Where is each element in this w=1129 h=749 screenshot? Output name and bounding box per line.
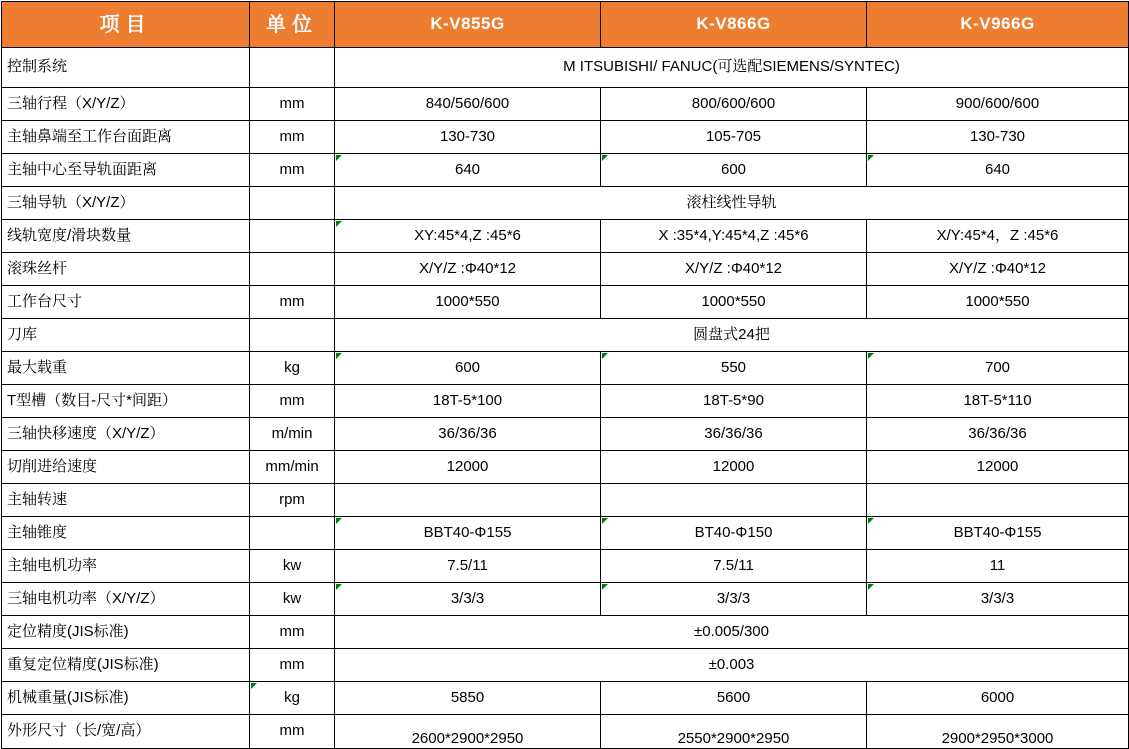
value-cell	[601, 154, 867, 187]
cell-text: BBT40-Φ155	[423, 523, 512, 541]
cell-text: BT40-Φ150	[694, 523, 773, 541]
header-model-kv866g: K-V866G	[601, 2, 867, 48]
error-flag-triangle	[336, 518, 342, 524]
value-cell: 7.5/11	[335, 550, 601, 583]
table-row-guideway-type	[2, 187, 1129, 220]
table-row-spindle-taper	[2, 517, 1129, 550]
value-cell	[601, 583, 867, 616]
error-flag-triangle	[602, 353, 608, 359]
value-cell	[601, 517, 867, 550]
spec-label: 机械重量(JIS标准)	[2, 682, 250, 715]
spec-label: 切削进给速度	[2, 451, 250, 484]
value-cell: 130-730	[335, 121, 601, 154]
unit-cell: mm	[250, 286, 335, 319]
unit-cell: mm	[250, 121, 335, 154]
unit-cell	[250, 187, 335, 220]
table-row-spindle-speed	[2, 484, 1129, 517]
cell-text: 550	[720, 358, 747, 376]
value-cell: 900/600/600	[867, 88, 1129, 121]
error-flag-triangle	[336, 353, 342, 359]
spec-label: 主轴中心至导轨面距离	[2, 154, 250, 187]
value-cell: 18T-5*100	[335, 385, 601, 418]
value-cell: 18T-5*90	[601, 385, 867, 418]
error-flag-triangle	[868, 353, 874, 359]
error-flag-triangle	[251, 683, 257, 689]
cell-text: 600	[454, 358, 481, 376]
error-flag-triangle	[602, 518, 608, 524]
error-flag-triangle	[336, 221, 342, 227]
header-model-kv855g: K-V855G	[335, 2, 601, 48]
value-cell: 7.5/11	[601, 550, 867, 583]
value-cell: X/Y/Z :Φ40*12	[867, 253, 1129, 286]
cell-text: 640	[454, 160, 481, 178]
value-cell: 5850	[335, 682, 601, 715]
value-cell: 105-705	[601, 121, 867, 154]
spec-label: 主轴鼻端至工作台面距离	[2, 121, 250, 154]
unit-cell: mm	[250, 616, 335, 649]
cell-text: 2600*2900*2950	[411, 729, 524, 747]
header-row	[2, 2, 1129, 48]
error-flag-triangle	[336, 584, 342, 590]
error-flag-triangle	[602, 155, 608, 161]
table-row-repeat-accuracy	[2, 649, 1129, 682]
table-row-cutting-feed	[2, 451, 1129, 484]
value-cell: 11	[867, 550, 1129, 583]
spec-label: T型槽（数目-尺寸*间距）	[2, 385, 250, 418]
table-row-center-to-rail	[2, 154, 1129, 187]
value-cell: 36/36/36	[601, 418, 867, 451]
value-cell	[867, 715, 1129, 749]
value-cell: X/Y/Z :Φ40*12	[601, 253, 867, 286]
cell-text: kg	[284, 688, 300, 706]
table-row-rapid-speed	[2, 418, 1129, 451]
value-cell	[335, 517, 601, 550]
value-cell: X/Y:45*4，Z :45*6	[867, 220, 1129, 253]
spec-label: 外形尺寸（长/宽/高）	[2, 715, 250, 749]
spec-label: 重复定位精度(JIS标准)	[2, 649, 250, 682]
header-unit: 单位	[250, 2, 335, 48]
value-cell: 1000*550	[601, 286, 867, 319]
value-cell	[335, 484, 601, 517]
unit-cell: rpm	[250, 484, 335, 517]
spec-table	[1, 1, 1129, 749]
value-cell	[867, 154, 1129, 187]
table-row-outer-dimensions	[2, 715, 1129, 749]
spec-label: 主轴转速	[2, 484, 250, 517]
unit-cell	[250, 319, 335, 352]
spec-label: 刀库	[2, 319, 250, 352]
header-item: 项目	[2, 2, 250, 48]
value-cell	[601, 715, 867, 749]
spec-label: 三轴电机功率（X/Y/Z）	[2, 583, 250, 616]
table-row-positioning-accuracy	[2, 616, 1129, 649]
value-cell	[601, 352, 867, 385]
value-cell: 12000	[601, 451, 867, 484]
unit-cell	[250, 48, 335, 88]
spec-label: 主轴锥度	[2, 517, 250, 550]
header-model-kv966g: K-V966G	[867, 2, 1129, 48]
table-row-table-size	[2, 286, 1129, 319]
unit-cell	[250, 682, 335, 715]
spec-sheet	[1, 1, 1129, 749]
unit-cell	[250, 253, 335, 286]
spec-label: 控制系统	[2, 48, 250, 88]
value-cell: 5600	[601, 682, 867, 715]
value-cell	[335, 715, 601, 749]
spec-label: 滚珠丝杆	[2, 253, 250, 286]
unit-cell: mm/min	[250, 451, 335, 484]
unit-cell: mm	[250, 649, 335, 682]
spec-label: 最大载重	[2, 352, 250, 385]
unit-cell	[250, 220, 335, 253]
table-row-nose-to-table	[2, 121, 1129, 154]
cell-text: 2550*2900*2950	[677, 729, 790, 747]
value-cell	[867, 484, 1129, 517]
table-row-t-slot	[2, 385, 1129, 418]
value-cell: 1000*550	[867, 286, 1129, 319]
table-row-machine-weight	[2, 682, 1129, 715]
unit-cell: mm	[250, 385, 335, 418]
merged-value-cell: 滚柱线性导轨	[335, 187, 1129, 220]
error-flag-triangle	[336, 155, 342, 161]
value-cell: 36/36/36	[335, 418, 601, 451]
value-cell	[335, 154, 601, 187]
spec-label: 三轴行程（X/Y/Z）	[2, 88, 250, 121]
value-cell: 1000*550	[335, 286, 601, 319]
table-row-spindle-motor-power	[2, 550, 1129, 583]
table-row-tool-magazine	[2, 319, 1129, 352]
merged-value-cell: 圆盘式24把	[335, 319, 1129, 352]
cell-text: 3/3/3	[716, 589, 751, 607]
cell-text: 3/3/3	[980, 589, 1015, 607]
cell-text: BBT40-Φ155	[953, 523, 1042, 541]
cell-text: XY:45*4,Z :45*6	[414, 226, 521, 244]
table-row-axis-motor-power	[2, 583, 1129, 616]
value-cell: 130-730	[867, 121, 1129, 154]
merged-value-cell: M ITSUBISHI/ FANUC(可选配SIEMENS/SYNTEC)	[335, 48, 1129, 88]
spec-label: 主轴电机功率	[2, 550, 250, 583]
value-cell: X :35*4,Y:45*4,Z :45*6	[601, 220, 867, 253]
table-row-control-system	[2, 48, 1129, 88]
cell-text: 640	[984, 160, 1011, 178]
value-cell	[335, 583, 601, 616]
cell-text: 2900*2950*3000	[941, 729, 1054, 747]
value-cell: 18T-5*110	[867, 385, 1129, 418]
unit-cell: kg	[250, 352, 335, 385]
table-row-ballscrew	[2, 253, 1129, 286]
value-cell: 6000	[867, 682, 1129, 715]
unit-cell: kw	[250, 583, 335, 616]
value-cell: 840/560/600	[335, 88, 601, 121]
unit-cell: mm	[250, 88, 335, 121]
value-cell	[335, 352, 601, 385]
value-cell	[601, 484, 867, 517]
table-row-max-load	[2, 352, 1129, 385]
spec-label: 三轴快移速度（X/Y/Z）	[2, 418, 250, 451]
error-flag-triangle	[602, 584, 608, 590]
unit-cell: mm	[250, 715, 335, 749]
value-cell	[867, 352, 1129, 385]
spec-label: 三轴导轨（X/Y/Z）	[2, 187, 250, 220]
unit-cell: m/min	[250, 418, 335, 451]
value-cell: X/Y/Z :Φ40*12	[335, 253, 601, 286]
error-flag-triangle	[868, 584, 874, 590]
table-row-axis-travel	[2, 88, 1129, 121]
error-flag-triangle	[868, 155, 874, 161]
spec-label: 线轨宽度/滑块数量	[2, 220, 250, 253]
error-flag-triangle	[868, 518, 874, 524]
value-cell	[867, 583, 1129, 616]
spec-label: 定位精度(JIS标准)	[2, 616, 250, 649]
unit-cell	[250, 517, 335, 550]
value-cell: 12000	[867, 451, 1129, 484]
unit-cell: kw	[250, 550, 335, 583]
merged-value-cell: ±0.005/300	[335, 616, 1129, 649]
value-cell: 12000	[335, 451, 601, 484]
value-cell: 800/600/600	[601, 88, 867, 121]
table-row-rail-width-blocks	[2, 220, 1129, 253]
value-cell: 36/36/36	[867, 418, 1129, 451]
value-cell	[335, 220, 601, 253]
merged-value-cell: ±0.003	[335, 649, 1129, 682]
spec-label: 工作台尺寸	[2, 286, 250, 319]
unit-cell: mm	[250, 154, 335, 187]
value-cell	[867, 517, 1129, 550]
cell-text: 700	[984, 358, 1011, 376]
cell-text: 3/3/3	[450, 589, 485, 607]
cell-text: 600	[720, 160, 747, 178]
